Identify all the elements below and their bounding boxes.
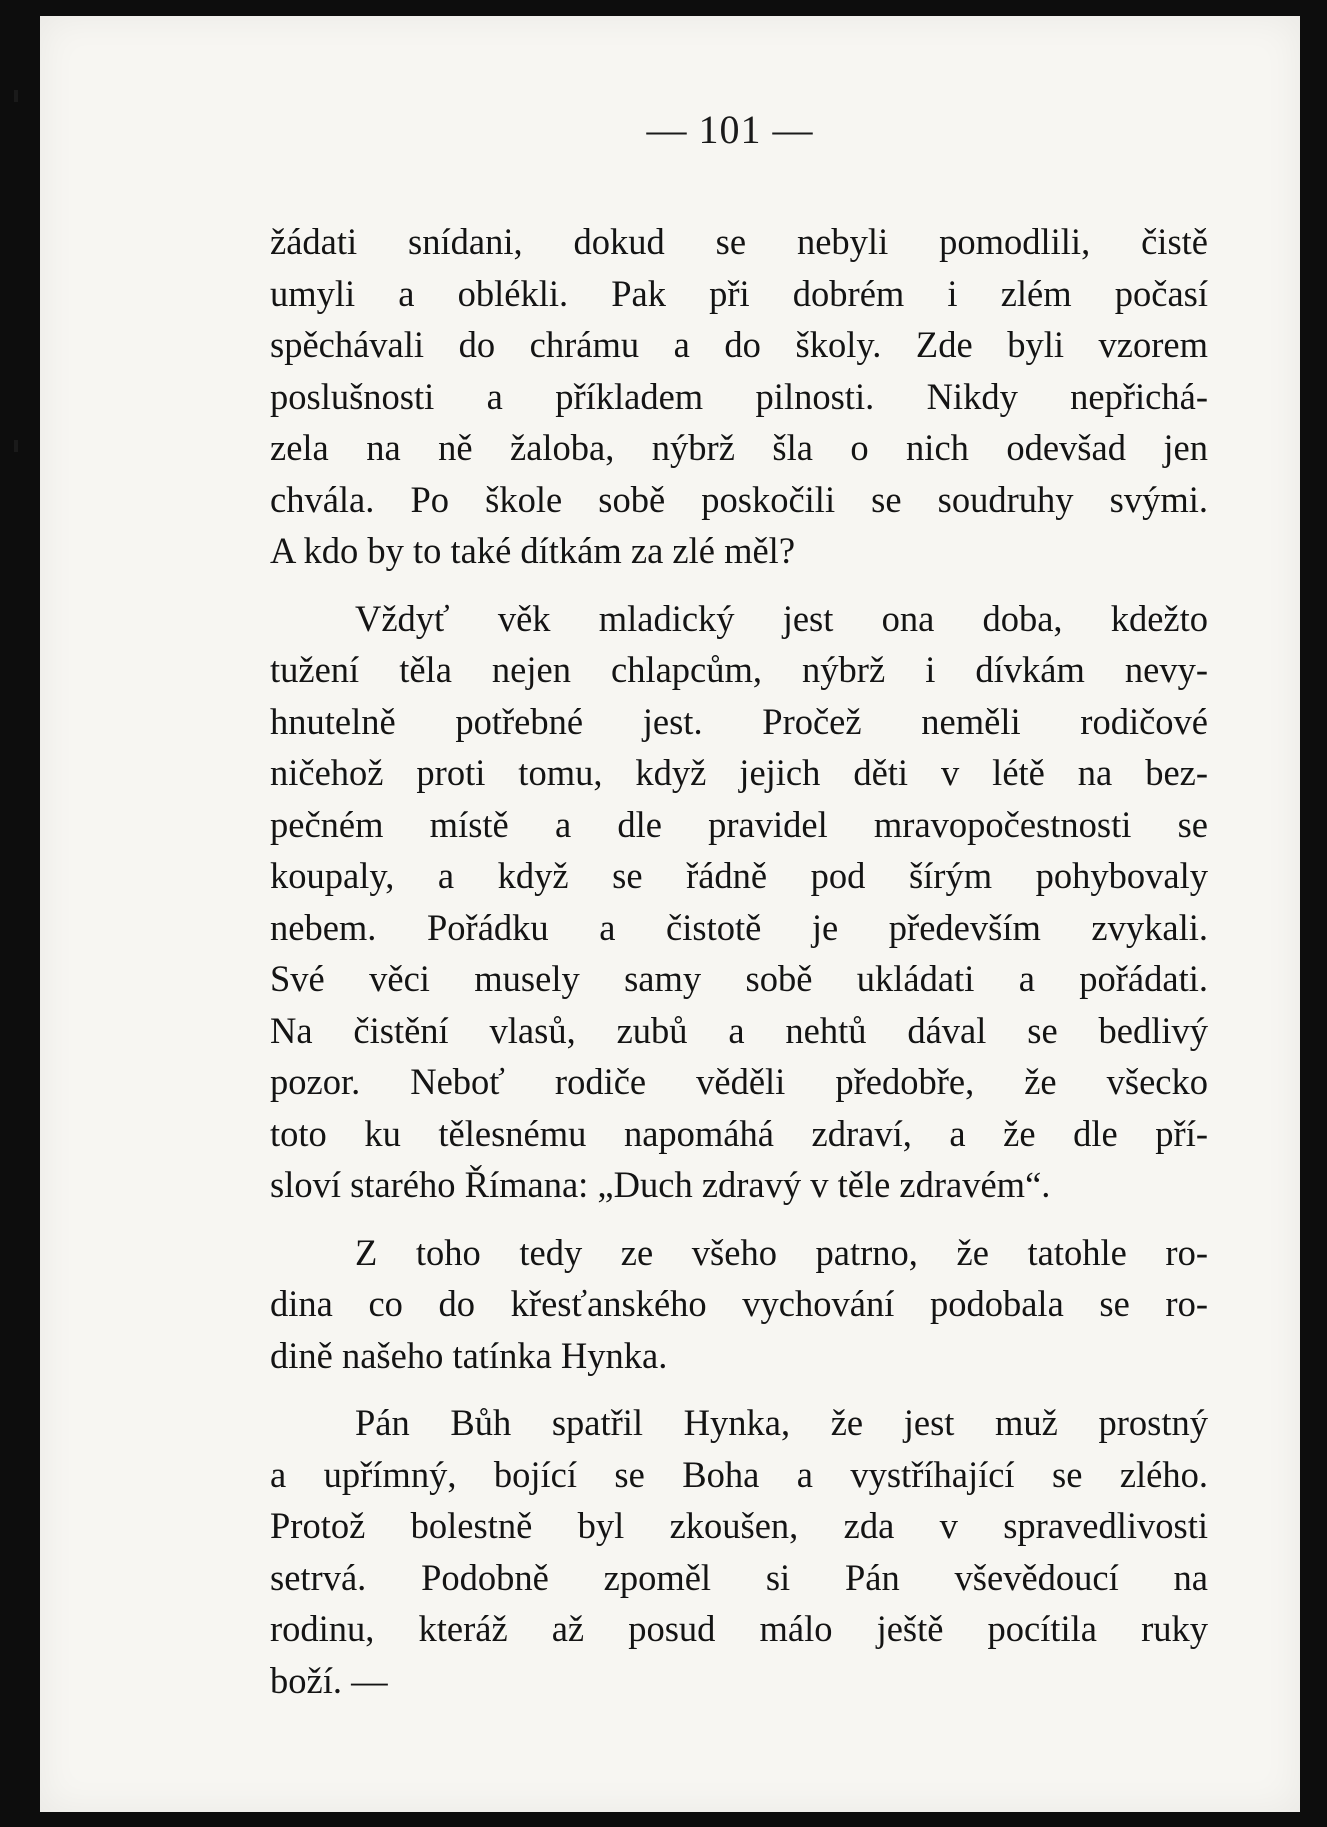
text-line: Na čistění vlasů, zubů a nehtů dával se bedlivý <box>270 1009 1208 1051</box>
text-line: A kdo by to také dítkám za zlé měl? <box>270 530 796 571</box>
text-line: toto ku tělesnému napomáhá zdraví, a že dle pří- <box>270 1112 1208 1154</box>
text-line: pozor. Neboť rodiče věděli předobře, že všecko <box>270 1061 1208 1102</box>
paragraph <box>270 1227 1208 1382</box>
text-line: Z toho tedy ze všeho patrno, že tatohle ro- <box>355 1231 1208 1273</box>
text-line: Vždyť věk mladický jest ona doba, kdežto <box>355 597 1208 639</box>
text-line: pečném místě a dle pravidel mravopočestnosti se <box>270 803 1208 845</box>
text-line: chvála. Po škole sobě poskočili se soudruhy svými. <box>270 478 1208 520</box>
text-line: boží. — <box>270 1659 388 1701</box>
body-text <box>270 216 1208 1722</box>
text-line: tužení těla nejen chlapcům, nýbrž i dívkám nevy- <box>270 649 1208 690</box>
text-line: setrvá. Podobně zpoměl si Pán vševědoucí na <box>270 1556 1208 1598</box>
text-line: umyli a oblékli. Pak při dobrém i zlém počasí <box>270 272 1208 314</box>
page-number: — 101 — <box>646 107 814 152</box>
text-line: Protož bolestně byl zkoušen, zda v spravedlivosti <box>270 1505 1208 1546</box>
book-page <box>40 16 1300 1812</box>
text-line: dině našeho tatínka Hynka. <box>270 1334 668 1376</box>
paragraph <box>270 1397 1208 1706</box>
text-line: sloví starého Římana: „Duch zdravý v těle zdravém“. <box>270 1164 1051 1205</box>
text-line: Pán Bůh spatřil Hynka, že jest muž prostný <box>355 1402 1208 1443</box>
text-line: žádati snídani, dokud se nebyli pomodlili, čistě <box>270 221 1208 262</box>
paragraph <box>270 216 1208 577</box>
text-line: a upřímný, bojící se Boha a vystříhající se zlého. <box>270 1453 1208 1495</box>
text-line: koupaly, a když se řádně pod šírým pohybovaly <box>270 855 1208 896</box>
binding-edge-mark <box>14 440 18 452</box>
paragraph <box>270 593 1208 1211</box>
text-line: nebem. Pořádku a čistotě je především zvykali. <box>270 906 1208 948</box>
text-line: zela na ně žaloba, nýbrž šla o nich odevšad jen <box>270 427 1208 468</box>
text-line: ničehož proti tomu, když jejich děti v létě na bez- <box>270 752 1208 793</box>
text-line: rodinu, kteráž až posud málo ještě pocítila ruky <box>270 1608 1208 1649</box>
text-line: dina co do křesťanského vychování podobala se ro- <box>270 1283 1208 1324</box>
text-line: Své věci musely samy sobě ukládati a pořádati. <box>270 958 1208 999</box>
text-line: spěchávali do chrámu a do školy. Zde byli vzorem <box>270 324 1208 365</box>
text-line: poslušnosti a příkladem pilnosti. Nikdy nepřichá- <box>270 375 1208 417</box>
binding-edge-mark <box>14 90 18 102</box>
text-line: hnutelně potřebné jest. Pročež neměli rodičové <box>270 700 1208 742</box>
